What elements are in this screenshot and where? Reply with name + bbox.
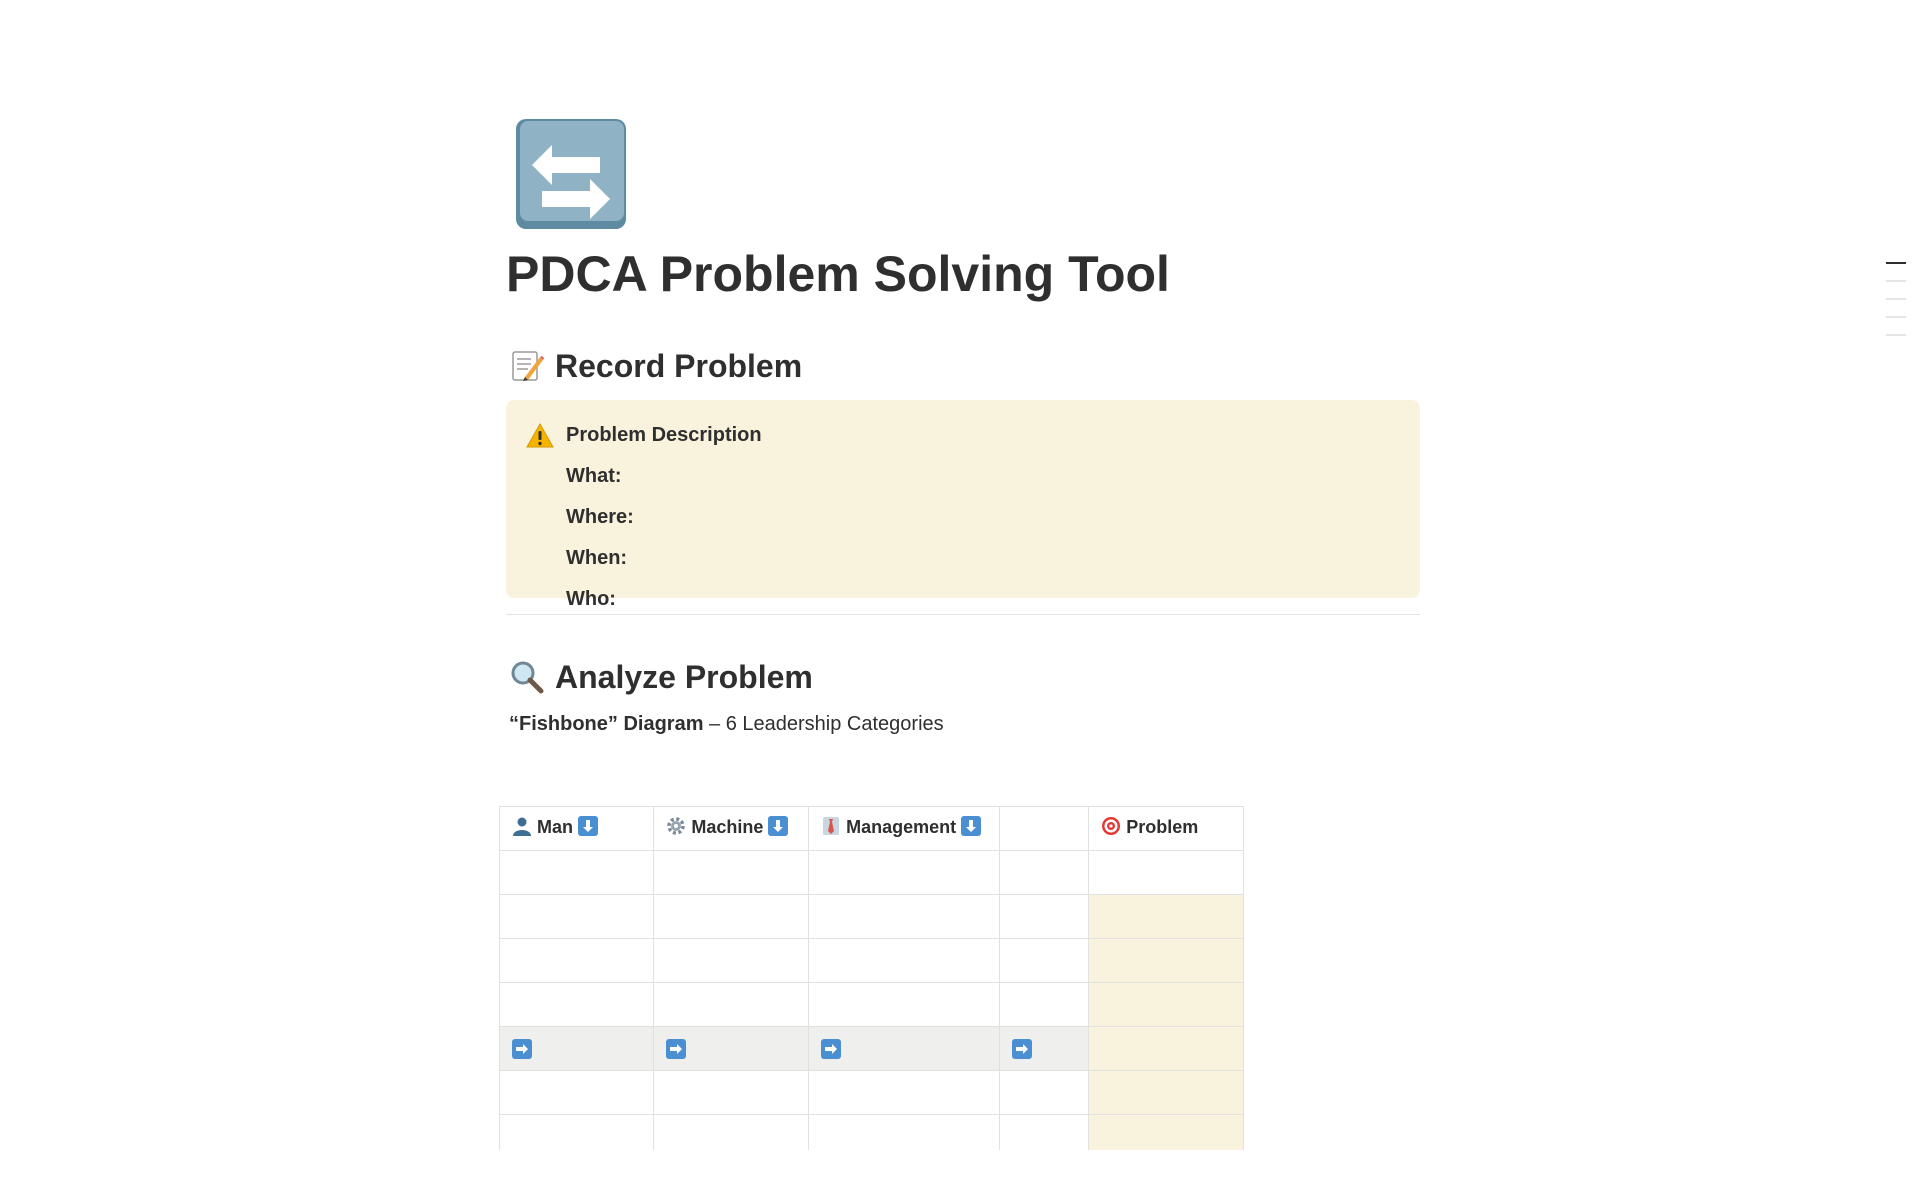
fishbone-subtitle-rest: – 6 Leadership Categories bbox=[703, 713, 944, 735]
table-cell[interactable] bbox=[999, 1071, 1088, 1115]
table-cell[interactable] bbox=[500, 895, 654, 939]
page-content bbox=[506, 115, 1420, 739]
callout-line-what[interactable]: What: bbox=[566, 465, 622, 487]
header-machine[interactable] bbox=[654, 807, 809, 851]
right-arrow-icon bbox=[1012, 1039, 1032, 1059]
arrow-cell[interactable] bbox=[809, 1027, 1000, 1071]
right-arrow-icon bbox=[821, 1039, 841, 1059]
arrow-cell[interactable] bbox=[999, 1027, 1088, 1071]
record-problem-heading bbox=[506, 346, 1420, 386]
arrow-cell[interactable] bbox=[500, 1027, 654, 1071]
down-arrow-icon bbox=[578, 816, 598, 841]
table-cell[interactable] bbox=[500, 1115, 654, 1151]
header-man[interactable] bbox=[500, 807, 654, 851]
problem-cell[interactable] bbox=[1089, 983, 1244, 1027]
callout-body bbox=[566, 420, 1400, 610]
table-cell[interactable] bbox=[654, 983, 809, 1027]
callout-line-who[interactable]: Who: bbox=[566, 588, 616, 610]
arrow-cell[interactable] bbox=[654, 1027, 809, 1071]
warning-icon bbox=[526, 422, 554, 450]
table-cell[interactable] bbox=[500, 851, 654, 895]
table-row bbox=[500, 1115, 1244, 1151]
toc-line[interactable] bbox=[1886, 334, 1906, 336]
table-cell[interactable] bbox=[809, 983, 1000, 1027]
table-cell[interactable] bbox=[999, 895, 1088, 939]
down-arrow-icon bbox=[768, 816, 788, 841]
problem-cell[interactable] bbox=[1089, 1115, 1244, 1151]
header-management-label: Management bbox=[846, 817, 957, 837]
table-cell[interactable] bbox=[500, 983, 654, 1027]
right-arrow-icon bbox=[666, 1039, 686, 1059]
toc-line[interactable] bbox=[1886, 280, 1906, 282]
table-row bbox=[500, 895, 1244, 939]
toc-line[interactable] bbox=[1886, 262, 1906, 264]
person-icon bbox=[512, 816, 532, 841]
problem-description-callout bbox=[506, 400, 1420, 610]
divider bbox=[506, 614, 1420, 615]
toc-line[interactable] bbox=[1886, 298, 1906, 300]
header-problem-label: Problem bbox=[1126, 817, 1199, 837]
table-cell[interactable] bbox=[809, 851, 1000, 895]
table-cell[interactable] bbox=[654, 1071, 809, 1115]
header-man-label: Man bbox=[537, 817, 574, 837]
table-cell[interactable] bbox=[654, 895, 809, 939]
fishbone-table-wrapper bbox=[499, 806, 1244, 1150]
table-cell[interactable] bbox=[809, 1071, 1000, 1115]
table-cell[interactable] bbox=[500, 1071, 654, 1115]
callout-title[interactable]: Problem Description bbox=[566, 424, 762, 446]
toc-line[interactable] bbox=[1886, 316, 1906, 318]
table-cell[interactable] bbox=[999, 983, 1088, 1027]
problem-cell[interactable] bbox=[1089, 1071, 1244, 1115]
table-row bbox=[500, 851, 1244, 895]
table-cell[interactable] bbox=[999, 939, 1088, 983]
header-problem[interactable] bbox=[1089, 807, 1244, 851]
header-management[interactable] bbox=[809, 807, 1000, 851]
problem-cell[interactable] bbox=[1089, 1027, 1244, 1071]
repeat-arrows-icon[interactable] bbox=[512, 115, 630, 233]
down-arrow-icon bbox=[961, 816, 981, 841]
table-header-row bbox=[500, 807, 1244, 851]
table-cell[interactable] bbox=[809, 939, 1000, 983]
table-cell[interactable] bbox=[654, 851, 809, 895]
magnifier-icon bbox=[509, 659, 545, 695]
fishbone-subtitle-bold: “Fishbone” Diagram bbox=[509, 713, 704, 735]
table-cell[interactable] bbox=[500, 939, 654, 983]
fishbone-subtitle bbox=[509, 709, 1420, 739]
table-row bbox=[500, 1071, 1244, 1115]
page-title: PDCA Problem Solving Tool bbox=[506, 246, 1170, 302]
target-icon bbox=[1101, 816, 1121, 841]
analyze-problem-heading bbox=[506, 657, 1420, 697]
table-cell[interactable] bbox=[654, 1115, 809, 1151]
callout-line-when[interactable]: When: bbox=[566, 547, 628, 569]
table-cell[interactable] bbox=[654, 939, 809, 983]
table-cell[interactable] bbox=[809, 1115, 1000, 1151]
fishbone-table bbox=[499, 806, 1244, 1150]
analyze-problem-heading-text: Analyze Problem bbox=[555, 659, 813, 695]
table-of-contents-minimap[interactable] bbox=[1886, 262, 1906, 352]
right-arrow-icon bbox=[512, 1039, 532, 1059]
problem-cell[interactable] bbox=[1089, 895, 1244, 939]
necktie-icon bbox=[821, 816, 841, 841]
table-row bbox=[500, 983, 1244, 1027]
memo-icon bbox=[509, 348, 545, 384]
arrow-row bbox=[500, 1027, 1244, 1071]
header-empty[interactable] bbox=[999, 807, 1088, 851]
table-cell[interactable] bbox=[999, 1115, 1088, 1151]
table-row bbox=[500, 939, 1244, 983]
table-cell[interactable] bbox=[1089, 851, 1244, 895]
table-cell[interactable] bbox=[999, 851, 1088, 895]
problem-cell[interactable] bbox=[1089, 939, 1244, 983]
callout-line-where[interactable]: Where: bbox=[566, 506, 634, 528]
header-machine-label: Machine bbox=[691, 817, 764, 837]
table-cell[interactable] bbox=[809, 895, 1000, 939]
gear-icon bbox=[666, 816, 686, 841]
record-problem-heading-text: Record Problem bbox=[555, 348, 803, 384]
